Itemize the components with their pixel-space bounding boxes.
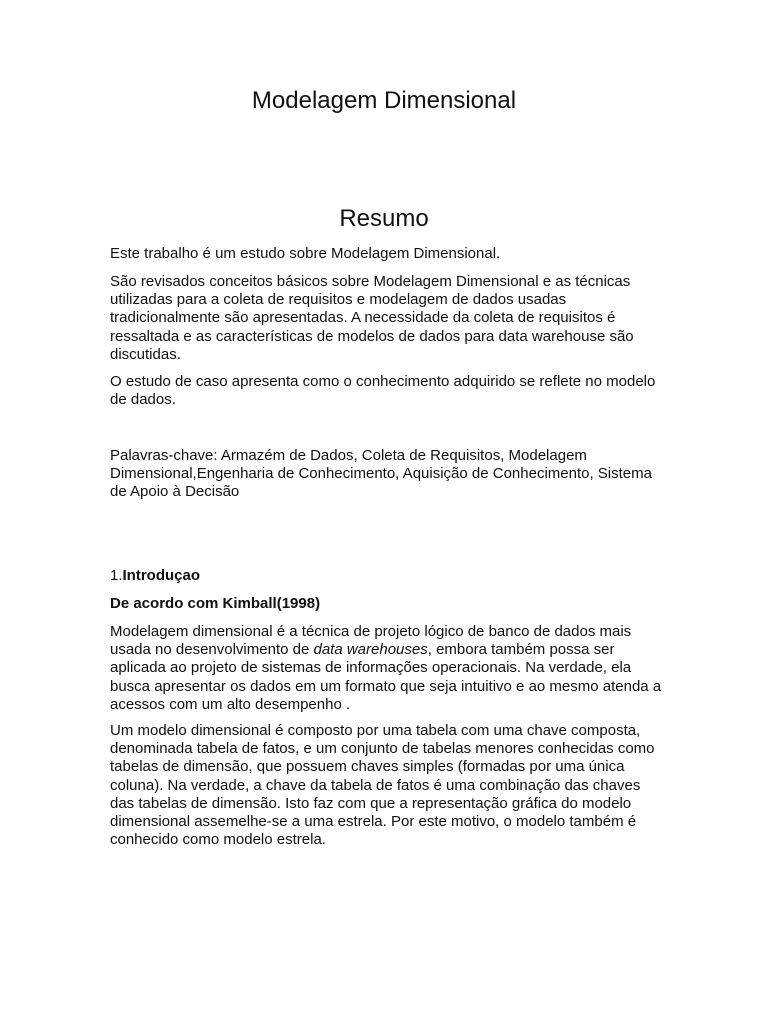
document-title: Modelagem Dimensional bbox=[251, 87, 517, 114]
abstract-paragraph-3: O estudo de caso apresenta como o conhecimento adquirido se reflete no modelo de dados. bbox=[110, 373, 656, 409]
section-number: 1. bbox=[110, 567, 123, 584]
section-title: Introduçao bbox=[122, 567, 201, 584]
section-heading bbox=[110, 567, 662, 585]
intro-paragraph-1-text-b: , embora também possa ser aplicada ao projeto de sistemas de informações operacionais. Na verdade, ela busca apresentar os dados em um formato que seja intuitivo e ao mesmo atenda a acessos com um alto desempenho . bbox=[110, 641, 662, 713]
abstract-paragraph-1: Este trabalho é um estudo sobre Modelagem Dimensional. bbox=[110, 245, 501, 262]
source-line: De acordo com Kimball(1998) bbox=[110, 595, 321, 612]
intro-paragraph-2: Um modelo dimensional é composto por uma tabela com uma chave composta, denominada tabela de fatos, e um conjunto de tabelas menores conhecidas como tabelas de dimensão, que possuem chaves simples (formadas por uma única coluna). Na verdade, a chave da tabela de fatos é uma combinação das chaves das tabelas de dimensão. Isto faz com que a representação gráfica do modelo dimensional assemelhe-se a uma estrela. Por este motivo, o modelo também é conhecido como modelo estrela. bbox=[110, 722, 655, 849]
intro-paragraph-1-italic: data warehouses bbox=[313, 641, 428, 659]
intro-paragraph-1-text-a: Modelagem dimensional é a técnica de projeto lógico de banco de dados mais usada no desenvolvimento de bbox=[110, 623, 632, 659]
abstract-heading: Resumo bbox=[339, 205, 429, 232]
abstract-paragraph-2: São revisados conceitos básicos sobre Modelagem Dimensional e as técnicas utilizadas para a coleta de requisitos e modelagem de dados usadas tradicionalmente são apresentadas. A necessidade da coleta de requisitos é ressaltada e as características de modelos de dados para data warehouse são discutidas. bbox=[110, 273, 634, 363]
keywords-paragraph: Palavras-chave: Armazém de Dados, Coleta de Requisitos, Modelagem Dimensional,Engenharia de Conhecimento, Aquisição de Conhecimento, Sistema de Apoio à Decisão bbox=[110, 447, 652, 501]
intro-paragraph-1 bbox=[110, 623, 662, 714]
